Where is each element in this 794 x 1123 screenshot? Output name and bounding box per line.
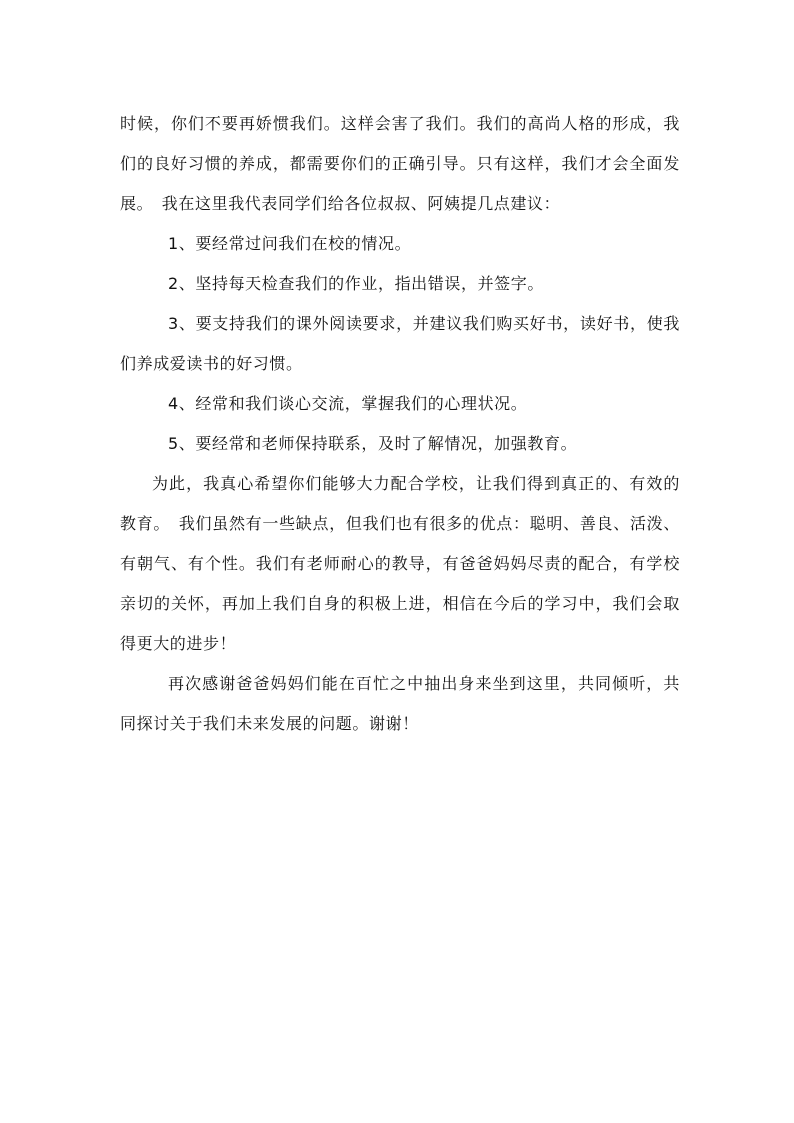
list-item-2: 2、坚持每天检查我们的作业，指出错误，并签字。 (168, 274, 544, 293)
list-item-3: 3、要支持我们的课外阅读要求，并建议我们购买好书，读好书，使我们养成爱读书的好习惯。 (120, 314, 680, 373)
list-item-5: 5、要经常和老师保持联系，及时了解情况，加强教育。 (168, 434, 578, 453)
paragraph-appeal: 为此，我真心希望你们能够大力配合学校，让我们得到真正的、有效的教育。 我们虽然有一些缺点，但我们也有很多的优点：聪明、善良、活泼、有朝气、有个性。我们有老师耐心的教导，有爸爸妈妈尽责的配合，有学校亲切的关怀，再加上我们自身的积极上进，相信在今后的学习中，我们会取得更大的进步！ (120, 474, 680, 653)
document-body (120, 104, 680, 744)
paragraph-intro: 时候，你们不要再娇惯我们。这样会害了我们。我们的高尚人格的形成，我们的良好习惯的养成，都需要你们的正确引导。只有这样，我们才会全面发展。 我在这里我代表同学们给各位叔叔、阿姨提几点建议： (120, 114, 680, 213)
list-item-1: 1、要经常过问我们在校的情况。 (168, 234, 412, 253)
paragraph-thanks: 再次感谢爸爸妈妈们能在百忙之中抽出身来坐到这里，共同倾听，共同探讨关于我们未来发展的问题。谢谢！ (120, 674, 680, 733)
list-item-4: 4、经常和我们谈心交流，掌握我们的心理状况。 (168, 394, 528, 413)
